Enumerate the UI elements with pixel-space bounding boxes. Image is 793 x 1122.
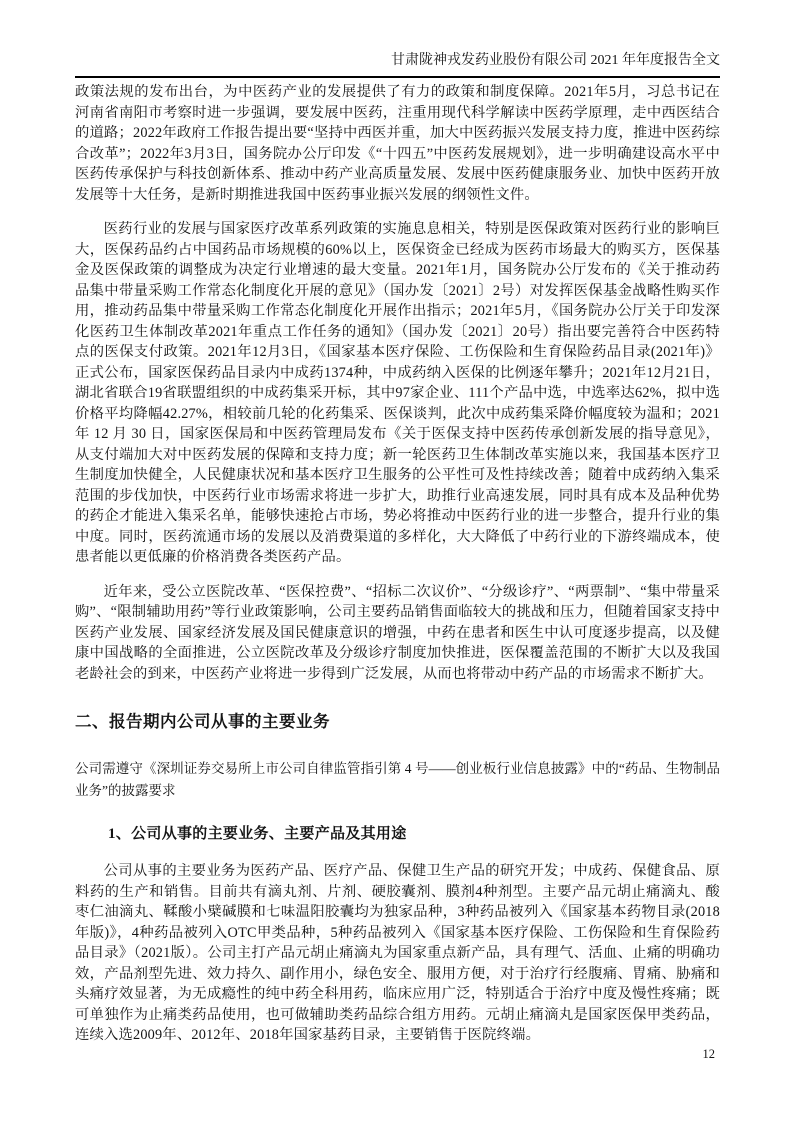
section-heading-main-business: 二、报告期内公司从事的主要业务 [75, 712, 330, 731]
disclosure-requirement-note: 公司需遵守《深圳证券交易所上市公司自律监管指引第 4 号——创业板行业信息披露》中的“药品、生物制品业务”的披露要求 [75, 761, 720, 798]
page-number: 12 [702, 1047, 715, 1061]
subsection-heading-products: 1、公司从事的主要业务、主要产品及其用途 [108, 826, 407, 842]
paragraph-policy-continuation: 政策法规的发布出台，为中医药产业的发展提供了有力的政策和制度保障。2021年5月，习总书记在河南省南阳市考察时进一步强调，要发展中医药，注重用现代科学解读中医药学原理，走中西医结合的道路；2022年政府工作报告提出要“坚持中西医并重，加大中医药振兴发展支持力度，推进中医药综合改革”；2022年3月3日，国务院办公厅印发《“十四五”中医药发展规划》，进一步明确建设高水平中医药传承保护与科技创新体系、推动中药产业高质量发展、发展中医药健康服务业、加快中医药开放发展等十大任务，是新时期推进我国中医药事业振兴发展的纲领性文件。 [75, 84, 720, 203]
page-header-title: 甘肃陇神戎发药业股份有限公司 2021 年年度报告全文 [391, 53, 720, 68]
paragraph-medical-reform: 医药行业的发展与国家医疗改革系列政策的实施息息相关，特别是医保政策对医药行业的影响巨大，医保药品约占中国药品市场规模的60%以上，医保资金已经成为医药市场最大的购买方，医保基金及医保政策的调整成为决定行业增速的最大变量。2021年1月，国务院办公厅发布的《关于推动药品集中带量采购工作常态化制度化开展的意见》（国办发〔2021〕2号）对发挥医保基金战略性购买作用，推动药品集中带量采购工作常态化制度化开展作出指示；2021年5月，《国务院办公厅关于印发深化医药卫生体制改革2021年重点工作任务的通知》（国办发〔2021〕20号）指出要完善符合中医药特点的医保支付政策。2021年12月3日，《国家基本医疗保险、工伤保险和生育保险药品目录(2021年)》正式公布，国家医保药品目录内中成药1374种，中成药纳入医保的比例逐年攀升；2021年12月21日，湖北省联合19省联盟组织的中成药集采开标，其中97家企业、111个产品中选，中选率达62%，拟中选价格平均降幅42.27%，相较前几轮的化药集采、医保谈判，此次中成药集采降价幅度较为温和；2021 年 12 月 30 日，国家医保局和中医药管理局发布《关于医保支持中医药传承创新发展的指导意见》，从支付端加大对中医药发展的保障和支持力度；新一轮医药卫生体制改革实施以来，我国基本医疗卫生制度加快健全，人民健康状况和基本医疗卫生服务的公平性可及性持续改善；随着中成药纳入集采范围的步伐加快，中医药行业市场需求将进一步扩大，助推行业高速发展，同时具有成本及品种优势的药企才能进入集采名单，能够快速抢占市场，势必将推动中医药行业的进一步整合，提升行业的集中度。同时，医药流通市场的发展以及消费渠道的多样化，大大降低了中药行业的下游终端成本，使患者能以更低廉的价格消费各类医药产品。 [75, 221, 720, 565]
page-content [0, 78, 793, 1046]
paragraph-main-business: 公司从事的主要业务为医药产品、医疗产品、保健卫生产品的研究开发；中成药、保健食品、原料药的生产和销售。目前共有滴丸剂、片剂、硬胶囊剂、膜剂4种剂型。主要产品元胡止痛滴丸、酸枣仁油滴丸、鞣酸小檗碱膜和七味温阳胶囊均为独家品种，3种药品被列入《国家基本药物目录(2018年版)》，4种药品被列入OTC甲类品种，5种药品被列入《国家基本医疗保险、工伤保险和生育保险药品目录》（2021版）。公司主打产品元胡止痛滴丸为国家重点新产品，具有理气、活血、止痛的明确功效，产品剂型先进、效力持久、副作用小，绿色安全、服用方便，对于治疗行经腹痛、胃痛、胁痛和头痛疗效显著，为无成瘾性的纯中药全科用药，临床应用广泛，特别适合于治疗中度及慢性疼痛；既可单独作为止痛类药品使用，也可做辅助类药品综合组方用药。元胡止痛滴丸是国家医保甲类药品，连续入选2009年、2012年、2018年国家基药目录，主要销售于医院终端。 [75, 863, 720, 1043]
paragraph-recent-years: 近年来，受公立医院改革、“医保控费”、“招标二次议价”、“分级诊疗”、“两票制”、“集中带量采购”、“限制辅助用药”等行业政策影响，公司主要药品销售面临较大的挑战和压力，但随着国家支持中医药产业发展、国家经济发展及国民健康意识的增强，中药在患者和医生中认可度逐步提高，以及健康中国战略的全面推进，公立医院改革及分级诊疗制度加快推进，医保覆盖范围的不断扩大以及我国老龄社会的到来，中医药产业将进一步得到广泛发展，从而也将带动中药产品的市场需求不断扩大。 [75, 583, 720, 682]
